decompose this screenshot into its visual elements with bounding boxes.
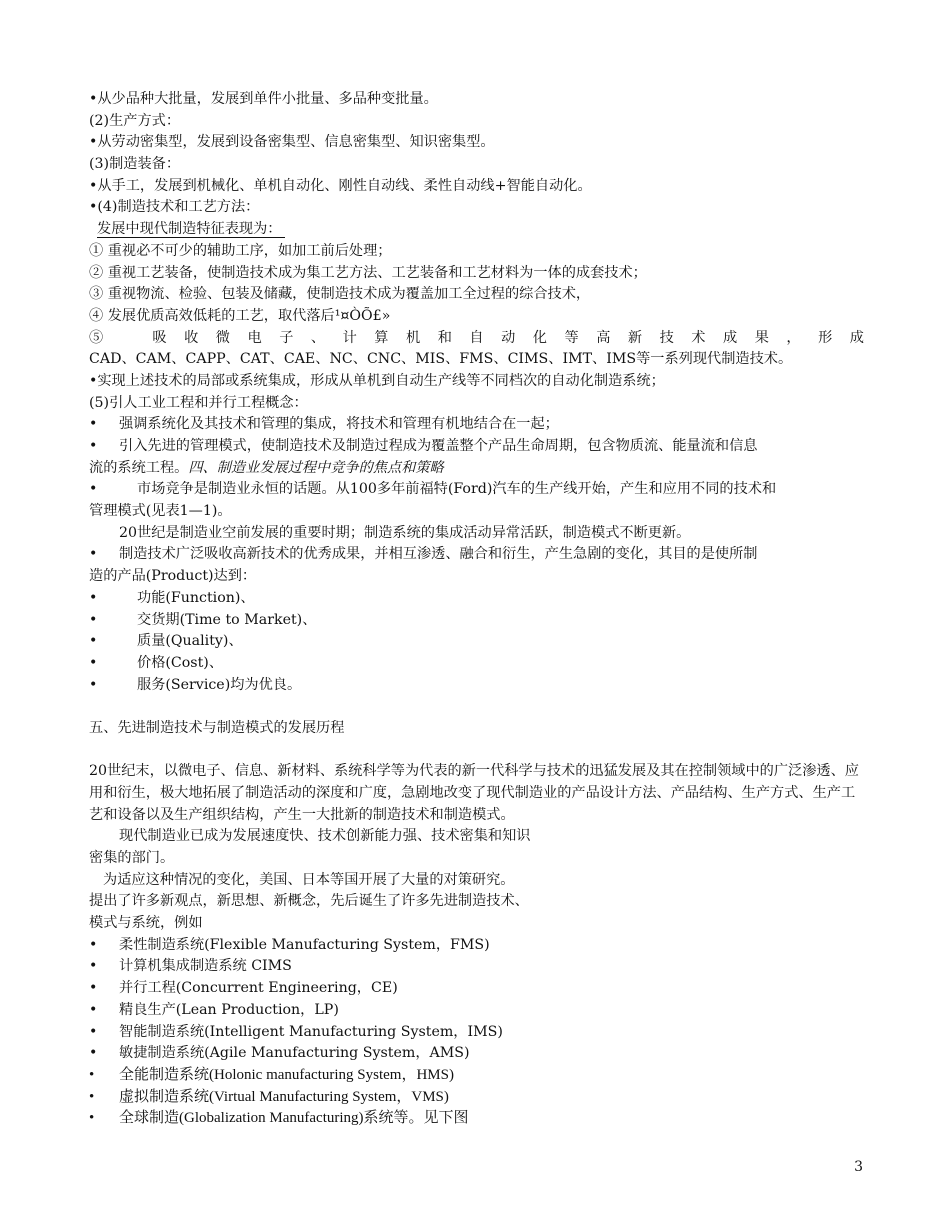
list-text: 智能制造系统(Intelligent Manufacturing System，IMS) (119, 1023, 503, 1040)
text-line: (3)制造装备： (89, 156, 181, 173)
bullet-text: 价格(Cost)、 (137, 654, 224, 671)
list-item (89, 1087, 864, 1109)
subheading (89, 219, 864, 241)
page-body (89, 89, 864, 1130)
text-fragment: 流的系统工程。 (89, 459, 189, 476)
bullet-item (89, 653, 864, 675)
text-line: 20世纪是制造业空前发展的重要时期；制造系统的集成活动异常活跃，制造模式不断更新。 (119, 524, 691, 541)
paragraph: 20世纪末，以微电子、信息、新材料、系统科学等为代表的新一代科学与技术的迅猛发展及其在控制领域中的广泛渗透、应用和衍生，极大地拓展了制造活动的深度和广度，急剧地改变了现代制造业的产品设计方法、产品结构、生产方式、生产工艺和设备以及生产组织结构，产生一大批新的制造技术和制造模式。 (89, 763, 859, 823)
bullet-item (89, 675, 864, 697)
list-item (89, 956, 864, 978)
bullet-mark: • (89, 1066, 95, 1083)
text-line: 为适应这种情况的变化，美国、日本等国开展了大量的对策研究。 (103, 871, 515, 888)
list-item (89, 1022, 864, 1044)
bullet-item (89, 631, 864, 653)
bullet-text: 交货期(Time to Market)、 (137, 611, 317, 628)
numbered-item: ④ 发展优质高效低耗的工艺，取代落后¹¤ÒÕ£» (89, 307, 391, 324)
list-item (89, 1108, 864, 1130)
text-line (89, 458, 864, 480)
bullet-text: 质量(Quality)、 (137, 633, 243, 650)
list-item (89, 978, 864, 1000)
list-item (89, 1043, 864, 1065)
numbered-item: ② 重视工艺装备，使制造技术成为集工艺方法、工艺装备和工艺材料为一体的成套技术； (89, 264, 647, 281)
text-line: •从劳动密集型，发展到设备密集型、信息密集型、知识密集型。 (89, 134, 495, 151)
section-heading: 五、先进制造技术与制造模式的发展历程 (89, 719, 345, 736)
list-text: 虚拟制造系统(Virtual Manufacturing System，VMS) (119, 1088, 449, 1105)
list-text: 柔性制造系统(Flexible Manufacturing System，FMS) (119, 936, 490, 953)
text-line: 现代制造业已成为发展速度快、技术创新能力强、技术密集和知识 (119, 828, 531, 845)
list-text: 计算机集成制造系统 CIMS (119, 958, 292, 975)
text-line: •从少品种大批量，发展到单件小批量、多品种变批量。 (89, 91, 438, 107)
text-line: (5)引人工业工程和并行工程概念： (89, 394, 308, 411)
list-text: 并行工程(Concurrent Engineering，CE) (119, 980, 398, 997)
list-text: 全球制造(Globalization Manufacturing)系统等。见下图 (119, 1110, 469, 1127)
list-text: 敏捷制造系统(Agile Manufacturing System，AMS) (119, 1045, 470, 1062)
text-line: CAD、CAM、CAPP、CAT、CAE、NC、CNC、MIS、FMS、CIMS、IMT、IMS等一系列现代制造技术。 (89, 351, 793, 368)
bullet-mark: • (89, 416, 98, 433)
bullet-item (89, 610, 864, 632)
bullet-mark: • (89, 633, 98, 650)
bullet-mark: • (89, 1110, 95, 1127)
bullet-text: 引入先进的管理模式，使制造技术及制造过程成为覆盖整个产品生命周期，包含物质流、能量流和信息 (119, 438, 758, 454)
bullet-mark: • (89, 676, 98, 693)
bullet-mark: • (89, 1045, 98, 1062)
bullet-mark: • (89, 546, 98, 563)
text-line: •(4)制造技术和工艺方法： (89, 199, 260, 216)
bullet-item (89, 544, 864, 566)
bullet-mark: • (89, 980, 98, 997)
numbered-item: ③ 重视物流、检验、包装及储藏，使制造技术成为覆盖加工全过程的综合技术， (89, 286, 591, 303)
bullet-mark: • (89, 958, 98, 975)
numbered-item: ① 重视必不可少的辅助工序，如加工前后处理； (89, 242, 392, 259)
bullet-text: 制造技术广泛吸收高新技术的优秀成果，并相互渗透、融合和衍生，产生急剧的变化，其目的是使所制 (119, 546, 758, 563)
text-line: •实现上述技术的局部或系统集成，形成从单机到自动生产线等不同档次的自动化制造系统； (89, 372, 665, 389)
bullet-item (89, 436, 864, 458)
text-line: 管理模式(见表1—1)。 (89, 503, 232, 520)
section-heading-italic: 四、制造业发展过程中竞争的焦点和策略 (188, 459, 444, 476)
text-line: 造的产品(Product)达到： (89, 568, 257, 585)
text-line: •从手工，发展到机械化、单机自动化、刚性自动线、柔性自动线+智能自动化。 (89, 177, 592, 194)
underlined-heading: 发展中现代制造特征表现为： (97, 221, 285, 238)
bullet-mark: • (89, 438, 98, 454)
text-line: 密集的部门。 (89, 850, 175, 866)
bullet-item (89, 588, 864, 610)
bullet-mark: • (89, 654, 98, 671)
bullet-text: 功能(Function)、 (137, 589, 255, 606)
list-item (89, 1065, 864, 1087)
bullet-item (89, 414, 864, 436)
bullet-text: 强调系统化及其技术和管理的集成，将技术和管理有机地结合在一起； (119, 416, 559, 433)
spacer (89, 740, 864, 762)
list-text: 精良生产(Lean Production，LP) (119, 1001, 339, 1018)
list-text: 全能制造系统(Holonic manufacturing System，HMS) (119, 1066, 454, 1083)
numbered-item-justified: ⑤ 吸收微电子、计算机和自动化等高新技术成果，形成 (89, 329, 864, 346)
bullet-mark: • (89, 481, 98, 498)
spacer (89, 696, 864, 718)
text-line: (2)生产方式： (89, 112, 181, 129)
text-line: 提出了许多新观点，新思想、新概念，先后诞生了许多先进制造技术、 (89, 893, 529, 910)
bullet-text: 市场竞争是制造业永恒的话题。从100多年前福特(Ford)汽车的生产线开始，产生和应用不同的技术和 (137, 481, 777, 498)
bullet-mark: • (89, 936, 98, 953)
bullet-mark: • (89, 611, 98, 628)
bullet-mark: • (89, 589, 98, 606)
bullet-item (89, 479, 864, 501)
bullet-text: 服务(Service)均为优良。 (137, 676, 302, 693)
list-item (89, 935, 864, 957)
text-line: 模式与系统，例如 (89, 915, 203, 932)
bullet-mark: • (89, 1023, 98, 1040)
bullet-mark: • (89, 1001, 98, 1018)
list-item (89, 1000, 864, 1022)
bullet-mark: • (89, 1088, 95, 1105)
page-number: 3 (854, 1159, 863, 1175)
